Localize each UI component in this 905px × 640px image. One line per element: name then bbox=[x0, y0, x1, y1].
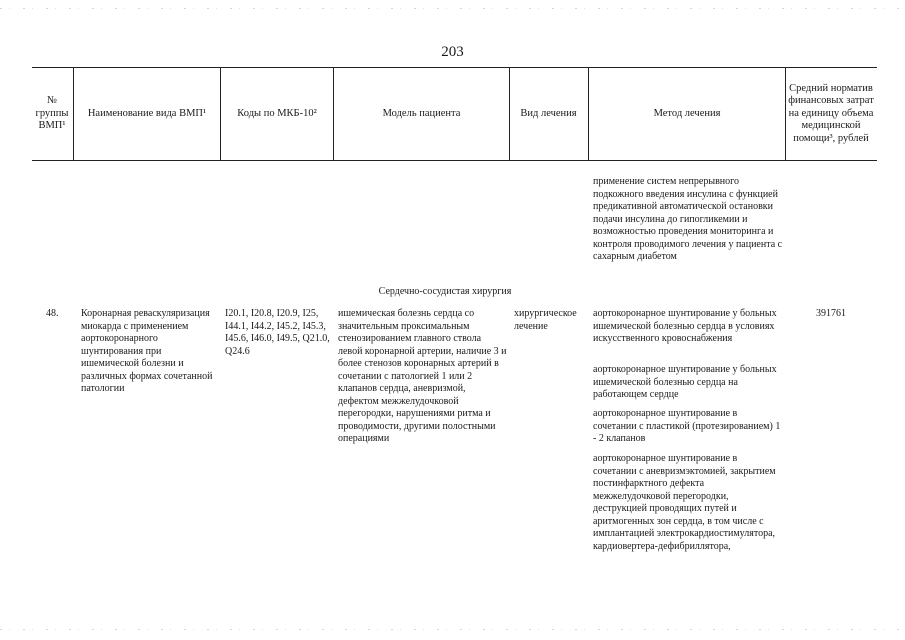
column-divider-6 bbox=[785, 67, 786, 161]
header-average-cost: Средний норматив финансовых затрат на единицу объема медицинской помощи³, рублей bbox=[788, 82, 874, 144]
header-group-number: № группы ВМП¹ bbox=[35, 95, 69, 132]
column-divider-4 bbox=[509, 67, 510, 161]
column-divider-1 bbox=[73, 67, 74, 161]
row-number: 48. bbox=[46, 308, 59, 319]
average-cost-cell: 391761 bbox=[816, 308, 846, 319]
treatment-method-item: аортокоронарное шунтирование в сочетании с аневризмэктомией, закрытием постинфарктного дефекта межжелудочковой перегородки, деструкцией проводящих путей и аритмогенных зон сердца, в том числе с имплантацией электрокардиостимулятора, кардиовертера-дефибриллятора, bbox=[593, 453, 776, 552]
treatment-type-cell: хирургическое лечение bbox=[514, 308, 577, 332]
scan-artifact-top bbox=[0, 8, 905, 9]
treatment-method-item: аортокоронарное шунтирование у больных ишемической болезнью сердца в условиях искусственного кровоснабжения bbox=[593, 308, 777, 344]
section-title: Сердечно-сосудистая хирургия bbox=[378, 286, 512, 297]
table-top-border bbox=[32, 67, 877, 68]
column-divider-2 bbox=[220, 67, 221, 161]
table-header-bottom-border bbox=[32, 160, 877, 161]
page-number: 203 bbox=[441, 44, 464, 60]
method-continuation-text: применение систем непрерывного подкожного введения инсулина с функцией предикативной автоматической остановки подачи инсулина до гипогликемии и возможностью проведения мониторинга и контроля проводимого лечения у пациента с сахарным диабетом bbox=[593, 176, 783, 262]
header-treatment-type: Вид лечения bbox=[520, 107, 577, 119]
header-icd-codes: Коды по МКБ-10² bbox=[237, 107, 317, 119]
treatment-method-item: аортокоронарное шунтирование в сочетании с пластикой (протезированием) 1 - 2 клапанов bbox=[593, 408, 781, 444]
treatment-method-item: аортокоронарное шунтирование у больных ишемической болезнью сердца на работающем сердце bbox=[593, 364, 777, 400]
column-divider-5 bbox=[588, 67, 589, 161]
vmp-name-cell: Коронарная реваскуляризация миокарда с применением аортокоронарного шунтирования при ишемической болезни и различных формах сочетанной патологии bbox=[81, 308, 213, 394]
scan-artifact-bottom bbox=[0, 629, 905, 630]
header-treatment-method: Метод лечения bbox=[653, 107, 721, 119]
header-patient-model: Модель пациента bbox=[382, 107, 461, 119]
icd-codes-cell: I20.1, I20.8, I20.9, I25, I44.1, I44.2, I45.2, I45.3, I45.6, I46.0, I49.5, Q21.0, Q24.6 bbox=[225, 308, 330, 357]
column-divider-3 bbox=[333, 67, 334, 161]
patient-model-cell: ишемическая болезнь сердца со значительным проксимальным стенозированием главного ствола левой коронарной артерии, наличие 3 и более стенозов коронарных артерий в сочетании с патологией 1 или 2 клапанов сердца, аневризмой, дефектом межжелудочковой перегородки, нарушениями ритма и проводимости, другими полостными операциями bbox=[338, 308, 507, 444]
header-vmp-name: Наименование вида ВМП¹ bbox=[87, 107, 207, 119]
